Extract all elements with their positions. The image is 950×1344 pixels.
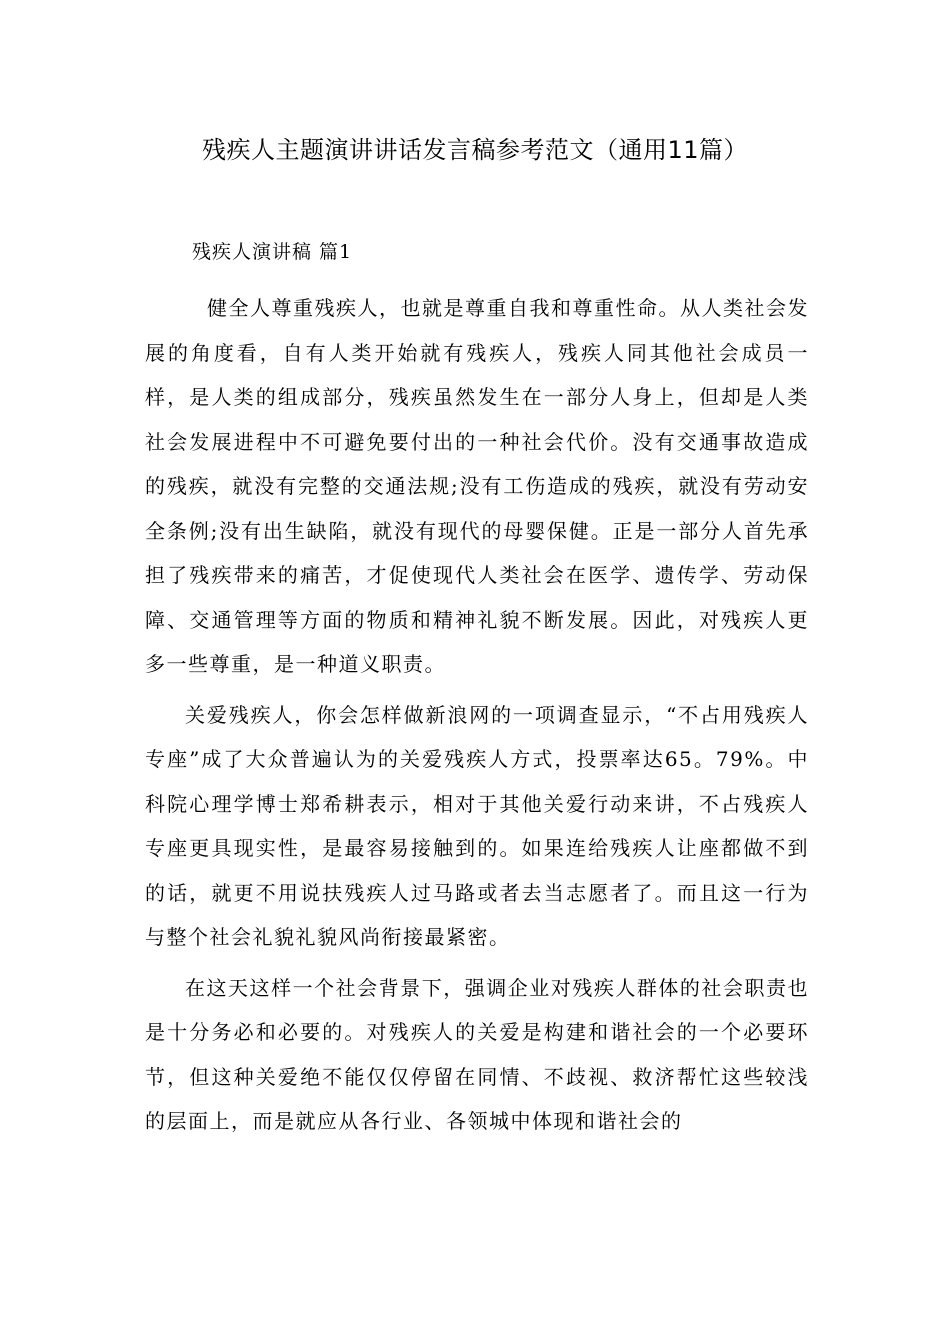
document-title: 残疾人主题演讲讲话发言稿参考范文（通用11篇）	[201, 136, 749, 164]
paragraph: 关爱残疾人，你会怎样做新浪网的一项调查显示，“不占用残疾人专座”成了大众普遍认为的关爱残疾人方式，投票率达65。79%。中科院心理学博士郑希耕表示，相对于其他关爱行动来讲，不占残疾人专座更具现实性，是最容易接触到的。如果连给残疾人让座都做不到的话，就更不用说扶残疾人过马路或者去当志愿者了。而且这一行为与整个社会礼貌礼貌风尚衔接最紧密。	[145, 702, 809, 949]
paragraph: 在这天这样一个社会背景下，强调企业对残疾人群体的社会职责也是十分务必和必要的。对残疾人的关爱是构建和谐社会的一个必要环节，但这种关爱绝不能仅仅停留在同情、不歧视、救济帮忙这些较浅的层面上，而是就应从各行业、各领城中体现和谐社会的	[145, 975, 809, 1133]
paragraph: 健全人尊重残疾人，也就是尊重自我和尊重性命。从人类社会发展的角度看，自有人类开始就有残疾人，残疾人同其他社会成员一样，是人类的组成部分，残疾虽然发生在一部分人身上，但却是人类社会发展进程中不可避免要付出的一种社会代价。没有交通事故造成的残疾，就没有完整的交通法规;没有工伤造成的残疾，就没有劳动安全条例;没有出生缺陷，就没有现代的母婴保健。正是一部分人首先承担了残疾带来的痛苦，才促使现代人类社会在医学、遗传学、劳动保障、交通管理等方面的物质和精神礼貌不断发展。因此，对残疾人更多一些尊重，是一种道义职责。	[145, 296, 809, 676]
section-heading: 残疾人演讲稿 篇1	[192, 241, 353, 263]
document-body	[145, 286, 809, 1150]
